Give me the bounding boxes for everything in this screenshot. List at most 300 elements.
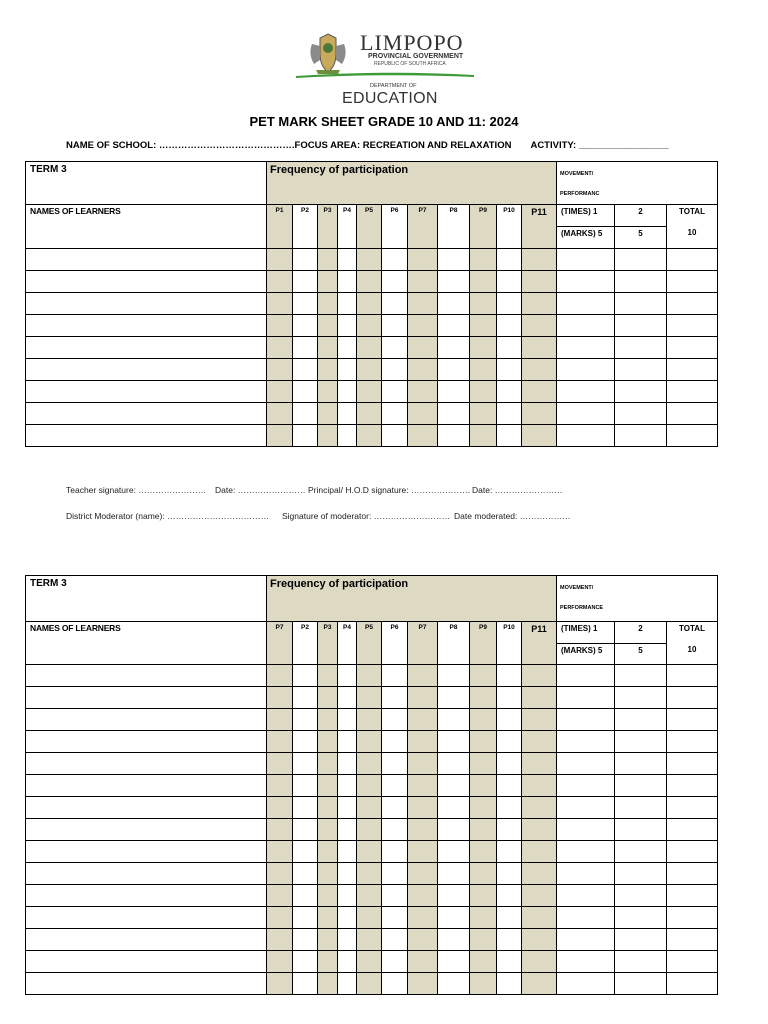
mark-cell[interactable]: [667, 403, 718, 425]
mark-cell[interactable]: [438, 951, 470, 973]
mark-cell[interactable]: [667, 687, 718, 709]
mark-cell[interactable]: [408, 973, 438, 995]
mark-cell[interactable]: [615, 337, 667, 359]
mark-cell[interactable]: [318, 249, 338, 271]
mark-cell[interactable]: [470, 293, 497, 315]
mark-cell[interactable]: [357, 337, 382, 359]
mark-cell[interactable]: [408, 929, 438, 951]
mark-cell[interactable]: [497, 381, 522, 403]
mark-cell[interactable]: [615, 973, 667, 995]
mark-cell[interactable]: [470, 819, 497, 841]
mark-cell[interactable]: [357, 775, 382, 797]
mark-cell[interactable]: [382, 381, 408, 403]
learner-name-cell[interactable]: [26, 425, 267, 447]
mark-cell[interactable]: [615, 929, 667, 951]
mark-cell[interactable]: [357, 403, 382, 425]
mark-cell[interactable]: [267, 665, 293, 687]
mark-cell[interactable]: [318, 687, 338, 709]
mark-cell[interactable]: [615, 951, 667, 973]
mark-cell[interactable]: [267, 819, 293, 841]
mark-cell[interactable]: [293, 819, 318, 841]
mark-cell[interactable]: [357, 315, 382, 337]
mark-cell[interactable]: [667, 337, 718, 359]
learner-name-cell[interactable]: [26, 753, 267, 775]
mark-cell[interactable]: [382, 753, 408, 775]
mark-cell[interactable]: [338, 315, 357, 337]
mark-cell[interactable]: [267, 359, 293, 381]
mark-cell[interactable]: [318, 709, 338, 731]
mark-cell[interactable]: [557, 929, 615, 951]
mark-cell[interactable]: [357, 687, 382, 709]
mark-cell[interactable]: [267, 907, 293, 929]
mark-cell[interactable]: [557, 797, 615, 819]
mark-cell[interactable]: [408, 249, 438, 271]
mark-cell[interactable]: [293, 973, 318, 995]
learner-name-cell[interactable]: [26, 797, 267, 819]
mark-cell[interactable]: [438, 315, 470, 337]
mark-cell[interactable]: [497, 249, 522, 271]
mark-cell[interactable]: [267, 315, 293, 337]
mark-cell[interactable]: [408, 797, 438, 819]
mark-cell[interactable]: [357, 885, 382, 907]
mark-cell[interactable]: [438, 753, 470, 775]
mark-cell[interactable]: [357, 381, 382, 403]
mark-cell[interactable]: [408, 425, 438, 447]
mark-cell[interactable]: [615, 425, 667, 447]
mark-cell[interactable]: [497, 819, 522, 841]
mark-cell[interactable]: [615, 403, 667, 425]
mark-cell[interactable]: [470, 709, 497, 731]
mark-cell[interactable]: [357, 797, 382, 819]
mark-cell[interactable]: [408, 403, 438, 425]
mark-cell[interactable]: [267, 271, 293, 293]
mark-cell[interactable]: [557, 425, 615, 447]
mark-cell[interactable]: [615, 819, 667, 841]
mark-cell[interactable]: [470, 271, 497, 293]
learner-name-cell[interactable]: [26, 709, 267, 731]
mark-cell[interactable]: [438, 731, 470, 753]
learner-name-cell[interactable]: [26, 929, 267, 951]
mark-cell[interactable]: [438, 381, 470, 403]
mark-cell[interactable]: [382, 359, 408, 381]
mark-cell[interactable]: [470, 775, 497, 797]
mark-cell[interactable]: [667, 249, 718, 271]
mark-cell[interactable]: [470, 249, 497, 271]
mark-cell[interactable]: [522, 709, 557, 731]
mark-cell[interactable]: [522, 753, 557, 775]
mark-cell[interactable]: [267, 381, 293, 403]
mark-cell[interactable]: [522, 425, 557, 447]
mark-cell[interactable]: [382, 665, 408, 687]
mark-cell[interactable]: [615, 687, 667, 709]
mark-cell[interactable]: [338, 841, 357, 863]
mark-cell[interactable]: [408, 315, 438, 337]
mark-cell[interactable]: [522, 951, 557, 973]
mark-cell[interactable]: [522, 929, 557, 951]
mark-cell[interactable]: [497, 753, 522, 775]
mark-cell[interactable]: [267, 709, 293, 731]
mark-cell[interactable]: [338, 753, 357, 775]
mark-cell[interactable]: [522, 359, 557, 381]
mark-cell[interactable]: [522, 841, 557, 863]
mark-cell[interactable]: [470, 929, 497, 951]
mark-cell[interactable]: [382, 337, 408, 359]
mark-cell[interactable]: [382, 775, 408, 797]
mark-cell[interactable]: [667, 775, 718, 797]
mark-cell[interactable]: [267, 753, 293, 775]
mark-cell[interactable]: [293, 687, 318, 709]
mark-cell[interactable]: [470, 665, 497, 687]
mark-cell[interactable]: [522, 293, 557, 315]
mark-cell[interactable]: [408, 775, 438, 797]
mark-cell[interactable]: [557, 381, 615, 403]
mark-cell[interactable]: [497, 907, 522, 929]
mark-cell[interactable]: [438, 973, 470, 995]
mark-cell[interactable]: [382, 731, 408, 753]
mark-cell[interactable]: [293, 907, 318, 929]
mark-cell[interactable]: [470, 359, 497, 381]
mark-cell[interactable]: [557, 753, 615, 775]
mark-cell[interactable]: [318, 293, 338, 315]
mark-cell[interactable]: [438, 929, 470, 951]
mark-cell[interactable]: [497, 293, 522, 315]
mark-cell[interactable]: [318, 951, 338, 973]
mark-cell[interactable]: [557, 665, 615, 687]
mark-cell[interactable]: [382, 841, 408, 863]
mark-cell[interactable]: [293, 359, 318, 381]
mark-cell[interactable]: [497, 841, 522, 863]
mark-cell[interactable]: [438, 709, 470, 731]
mark-cell[interactable]: [338, 271, 357, 293]
mark-cell[interactable]: [470, 381, 497, 403]
mark-cell[interactable]: [522, 337, 557, 359]
mark-cell[interactable]: [338, 797, 357, 819]
mark-cell[interactable]: [267, 797, 293, 819]
mark-cell[interactable]: [293, 885, 318, 907]
mark-cell[interactable]: [615, 863, 667, 885]
mark-cell[interactable]: [522, 403, 557, 425]
learner-name-cell[interactable]: [26, 973, 267, 995]
mark-cell[interactable]: [438, 337, 470, 359]
mark-cell[interactable]: [497, 797, 522, 819]
mark-cell[interactable]: [357, 425, 382, 447]
mark-cell[interactable]: [438, 249, 470, 271]
mark-cell[interactable]: [357, 951, 382, 973]
mark-cell[interactable]: [470, 425, 497, 447]
mark-cell[interactable]: [557, 249, 615, 271]
mark-cell[interactable]: [667, 271, 718, 293]
mark-cell[interactable]: [667, 381, 718, 403]
mark-cell[interactable]: [615, 797, 667, 819]
mark-cell[interactable]: [438, 687, 470, 709]
mark-cell[interactable]: [557, 973, 615, 995]
mark-cell[interactable]: [667, 753, 718, 775]
mark-cell[interactable]: [382, 929, 408, 951]
learner-name-cell[interactable]: [26, 775, 267, 797]
mark-cell[interactable]: [357, 709, 382, 731]
mark-cell[interactable]: [267, 929, 293, 951]
mark-cell[interactable]: [615, 249, 667, 271]
mark-cell[interactable]: [497, 731, 522, 753]
mark-cell[interactable]: [522, 687, 557, 709]
mark-cell[interactable]: [557, 403, 615, 425]
mark-cell[interactable]: [293, 753, 318, 775]
mark-cell[interactable]: [338, 381, 357, 403]
mark-cell[interactable]: [522, 665, 557, 687]
mark-cell[interactable]: [667, 731, 718, 753]
mark-cell[interactable]: [338, 359, 357, 381]
mark-cell[interactable]: [382, 709, 408, 731]
mark-cell[interactable]: [267, 775, 293, 797]
mark-cell[interactable]: [318, 907, 338, 929]
mark-cell[interactable]: [667, 951, 718, 973]
mark-cell[interactable]: [318, 271, 338, 293]
mark-cell[interactable]: [522, 863, 557, 885]
mark-cell[interactable]: [293, 863, 318, 885]
mark-cell[interactable]: [382, 951, 408, 973]
mark-cell[interactable]: [667, 797, 718, 819]
mark-cell[interactable]: [338, 775, 357, 797]
mark-cell[interactable]: [318, 381, 338, 403]
mark-cell[interactable]: [497, 665, 522, 687]
learner-name-cell[interactable]: [26, 293, 267, 315]
mark-cell[interactable]: [470, 731, 497, 753]
mark-cell[interactable]: [522, 775, 557, 797]
mark-cell[interactable]: [667, 929, 718, 951]
mark-cell[interactable]: [293, 315, 318, 337]
mark-cell[interactable]: [338, 709, 357, 731]
mark-cell[interactable]: [438, 665, 470, 687]
mark-cell[interactable]: [557, 359, 615, 381]
mark-cell[interactable]: [615, 907, 667, 929]
learner-name-cell[interactable]: [26, 249, 267, 271]
mark-cell[interactable]: [357, 841, 382, 863]
mark-cell[interactable]: [522, 819, 557, 841]
mark-cell[interactable]: [408, 337, 438, 359]
learner-name-cell[interactable]: [26, 885, 267, 907]
mark-cell[interactable]: [293, 403, 318, 425]
mark-cell[interactable]: [522, 271, 557, 293]
learner-name-cell[interactable]: [26, 315, 267, 337]
mark-cell[interactable]: [522, 315, 557, 337]
mark-cell[interactable]: [408, 841, 438, 863]
mark-cell[interactable]: [557, 885, 615, 907]
mark-cell[interactable]: [557, 687, 615, 709]
learner-name-cell[interactable]: [26, 951, 267, 973]
mark-cell[interactable]: [497, 403, 522, 425]
mark-cell[interactable]: [615, 359, 667, 381]
mark-cell[interactable]: [318, 863, 338, 885]
mark-cell[interactable]: [408, 271, 438, 293]
mark-cell[interactable]: [318, 403, 338, 425]
mark-cell[interactable]: [338, 687, 357, 709]
mark-cell[interactable]: [293, 293, 318, 315]
mark-cell[interactable]: [382, 403, 408, 425]
mark-cell[interactable]: [408, 907, 438, 929]
mark-cell[interactable]: [470, 885, 497, 907]
mark-cell[interactable]: [557, 271, 615, 293]
mark-cell[interactable]: [318, 841, 338, 863]
mark-cell[interactable]: [615, 841, 667, 863]
mark-cell[interactable]: [615, 775, 667, 797]
mark-cell[interactable]: [408, 819, 438, 841]
mark-cell[interactable]: [667, 425, 718, 447]
mark-cell[interactable]: [382, 687, 408, 709]
mark-cell[interactable]: [438, 885, 470, 907]
mark-cell[interactable]: [338, 293, 357, 315]
mark-cell[interactable]: [267, 951, 293, 973]
mark-cell[interactable]: [557, 293, 615, 315]
mark-cell[interactable]: [357, 249, 382, 271]
mark-cell[interactable]: [267, 863, 293, 885]
mark-cell[interactable]: [357, 863, 382, 885]
mark-cell[interactable]: [470, 403, 497, 425]
mark-cell[interactable]: [497, 337, 522, 359]
mark-cell[interactable]: [557, 907, 615, 929]
mark-cell[interactable]: [615, 271, 667, 293]
mark-cell[interactable]: [357, 907, 382, 929]
learner-name-cell[interactable]: [26, 337, 267, 359]
mark-cell[interactable]: [338, 973, 357, 995]
mark-cell[interactable]: [408, 359, 438, 381]
mark-cell[interactable]: [522, 731, 557, 753]
mark-cell[interactable]: [293, 951, 318, 973]
mark-cell[interactable]: [557, 775, 615, 797]
mark-cell[interactable]: [470, 951, 497, 973]
mark-cell[interactable]: [497, 687, 522, 709]
mark-cell[interactable]: [267, 403, 293, 425]
mark-cell[interactable]: [408, 753, 438, 775]
learner-name-cell[interactable]: [26, 841, 267, 863]
mark-cell[interactable]: [438, 863, 470, 885]
mark-cell[interactable]: [667, 973, 718, 995]
mark-cell[interactable]: [438, 819, 470, 841]
mark-cell[interactable]: [667, 665, 718, 687]
mark-cell[interactable]: [293, 381, 318, 403]
mark-cell[interactable]: [557, 841, 615, 863]
mark-cell[interactable]: [522, 381, 557, 403]
mark-cell[interactable]: [438, 907, 470, 929]
mark-cell[interactable]: [318, 425, 338, 447]
mark-cell[interactable]: [267, 293, 293, 315]
mark-cell[interactable]: [293, 425, 318, 447]
mark-cell[interactable]: [408, 381, 438, 403]
mark-cell[interactable]: [438, 841, 470, 863]
mark-cell[interactable]: [318, 731, 338, 753]
mark-cell[interactable]: [382, 249, 408, 271]
mark-cell[interactable]: [382, 425, 408, 447]
mark-cell[interactable]: [357, 271, 382, 293]
mark-cell[interactable]: [267, 885, 293, 907]
mark-cell[interactable]: [470, 973, 497, 995]
mark-cell[interactable]: [267, 841, 293, 863]
mark-cell[interactable]: [267, 337, 293, 359]
mark-cell[interactable]: [497, 973, 522, 995]
mark-cell[interactable]: [408, 951, 438, 973]
learner-name-cell[interactable]: [26, 403, 267, 425]
mark-cell[interactable]: [557, 863, 615, 885]
mark-cell[interactable]: [338, 885, 357, 907]
learner-name-cell[interactable]: [26, 731, 267, 753]
mark-cell[interactable]: [615, 885, 667, 907]
mark-cell[interactable]: [318, 775, 338, 797]
mark-cell[interactable]: [497, 929, 522, 951]
mark-cell[interactable]: [522, 885, 557, 907]
mark-cell[interactable]: [557, 337, 615, 359]
mark-cell[interactable]: [470, 907, 497, 929]
mark-cell[interactable]: [408, 885, 438, 907]
mark-cell[interactable]: [293, 249, 318, 271]
mark-cell[interactable]: [615, 753, 667, 775]
learner-name-cell[interactable]: [26, 271, 267, 293]
mark-cell[interactable]: [408, 863, 438, 885]
mark-cell[interactable]: [357, 731, 382, 753]
mark-cell[interactable]: [470, 753, 497, 775]
mark-cell[interactable]: [557, 731, 615, 753]
mark-cell[interactable]: [382, 885, 408, 907]
mark-cell[interactable]: [293, 929, 318, 951]
mark-cell[interactable]: [357, 973, 382, 995]
mark-cell[interactable]: [557, 951, 615, 973]
mark-cell[interactable]: [470, 863, 497, 885]
mark-cell[interactable]: [615, 709, 667, 731]
mark-cell[interactable]: [615, 315, 667, 337]
mark-cell[interactable]: [408, 293, 438, 315]
mark-cell[interactable]: [382, 293, 408, 315]
mark-cell[interactable]: [438, 403, 470, 425]
mark-cell[interactable]: [615, 665, 667, 687]
mark-cell[interactable]: [438, 293, 470, 315]
mark-cell[interactable]: [382, 819, 408, 841]
mark-cell[interactable]: [357, 293, 382, 315]
mark-cell[interactable]: [267, 425, 293, 447]
mark-cell[interactable]: [357, 359, 382, 381]
mark-cell[interactable]: [293, 797, 318, 819]
mark-cell[interactable]: [293, 337, 318, 359]
mark-cell[interactable]: [497, 359, 522, 381]
learner-name-cell[interactable]: [26, 863, 267, 885]
mark-cell[interactable]: [557, 819, 615, 841]
mark-cell[interactable]: [667, 841, 718, 863]
mark-cell[interactable]: [357, 929, 382, 951]
mark-cell[interactable]: [497, 885, 522, 907]
mark-cell[interactable]: [318, 797, 338, 819]
mark-cell[interactable]: [318, 819, 338, 841]
mark-cell[interactable]: [382, 797, 408, 819]
mark-cell[interactable]: [470, 797, 497, 819]
mark-cell[interactable]: [438, 271, 470, 293]
mark-cell[interactable]: [522, 249, 557, 271]
mark-cell[interactable]: [408, 709, 438, 731]
mark-cell[interactable]: [338, 249, 357, 271]
mark-cell[interactable]: [497, 951, 522, 973]
mark-cell[interactable]: [267, 973, 293, 995]
mark-cell[interactable]: [382, 907, 408, 929]
mark-cell[interactable]: [318, 359, 338, 381]
mark-cell[interactable]: [382, 863, 408, 885]
mark-cell[interactable]: [667, 359, 718, 381]
learner-name-cell[interactable]: [26, 359, 267, 381]
mark-cell[interactable]: [382, 315, 408, 337]
mark-cell[interactable]: [408, 687, 438, 709]
mark-cell[interactable]: [470, 337, 497, 359]
mark-cell[interactable]: [357, 665, 382, 687]
mark-cell[interactable]: [318, 665, 338, 687]
learner-name-cell[interactable]: [26, 819, 267, 841]
mark-cell[interactable]: [338, 819, 357, 841]
mark-cell[interactable]: [267, 249, 293, 271]
mark-cell[interactable]: [667, 885, 718, 907]
